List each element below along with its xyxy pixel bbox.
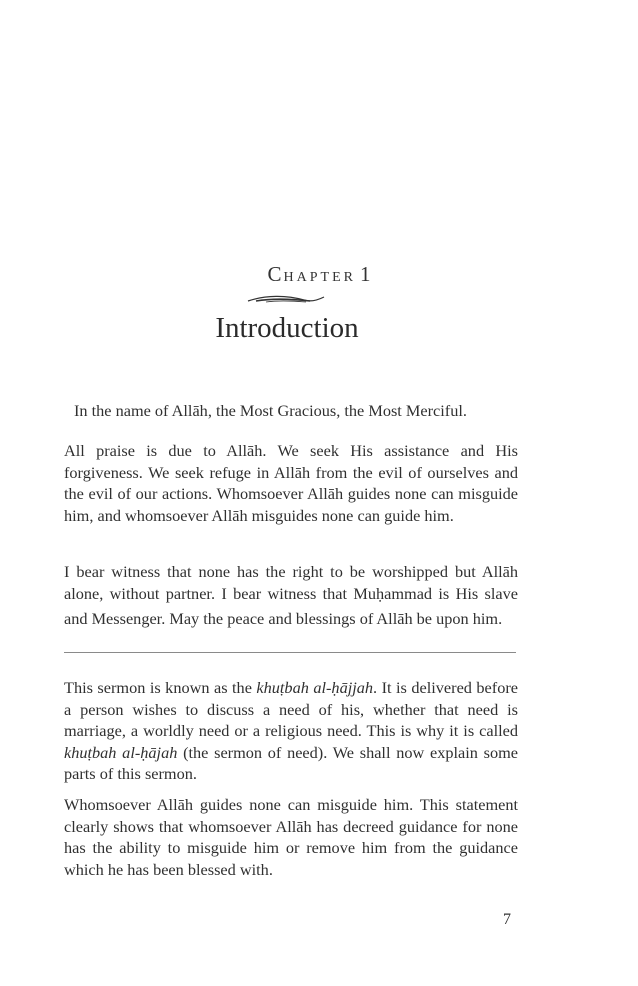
chapter-label-initial: C bbox=[267, 262, 284, 286]
chapter-label bbox=[0, 262, 638, 287]
witness-text: I bear witness that none has the right to be worshipped but Allāh alone, without partner. I bear witness that Muḥammad is His slave and Messenger. May the peace and blessings of Allāh be bbox=[64, 562, 518, 628]
sermon-text-c: (the sermon of need). We shall now explain some parts of this sermon. bbox=[64, 742, 518, 783]
chapter-number: 1 bbox=[359, 262, 371, 286]
page-number: 7 bbox=[503, 911, 511, 928]
chapter-label-rest: HAPTER bbox=[283, 270, 356, 285]
chapter-title: Introduction bbox=[215, 312, 359, 344]
ornament-swash-icon bbox=[246, 292, 326, 306]
sermon-term-1: khuṭbah al-ḥājjah bbox=[256, 678, 374, 697]
basmala-paragraph: In the name of Allāh, the Most Gracious, the Most Merciful. bbox=[74, 401, 467, 420]
praise-paragraph: All praise is due to Allāh. We seek His assistance and His forgiveness. We seek refuge in Allāh from the evil of ourselves and the evil of our actions. Whomsoever Allāh guides none can misguide him, and whomsoever Allāh misguides none can guide him. bbox=[64, 441, 518, 525]
sermon-term-2: khuṭbah al-ḥājah bbox=[64, 742, 178, 762]
section-divider bbox=[64, 652, 516, 653]
witness-paragraph bbox=[64, 561, 518, 630]
guidance-paragraph: Whomsoever Allāh guides none can misguide him. This statement clearly shows that whomsoever Allāh has decreed guidance for none has the ability to misguide him or remove him from the guidance which he has been blessed with. bbox=[64, 795, 518, 879]
sermon-paragraph bbox=[64, 677, 518, 785]
sermon-text-a: This sermon is known as the bbox=[64, 678, 257, 697]
sermon-text-b: . It is delivered before a person wishes to discuss a need of his, whether that need is marriage, a worldly need or a religious need. This is why it is called bbox=[64, 678, 518, 740]
witness-text-end: upon him. bbox=[436, 609, 503, 628]
